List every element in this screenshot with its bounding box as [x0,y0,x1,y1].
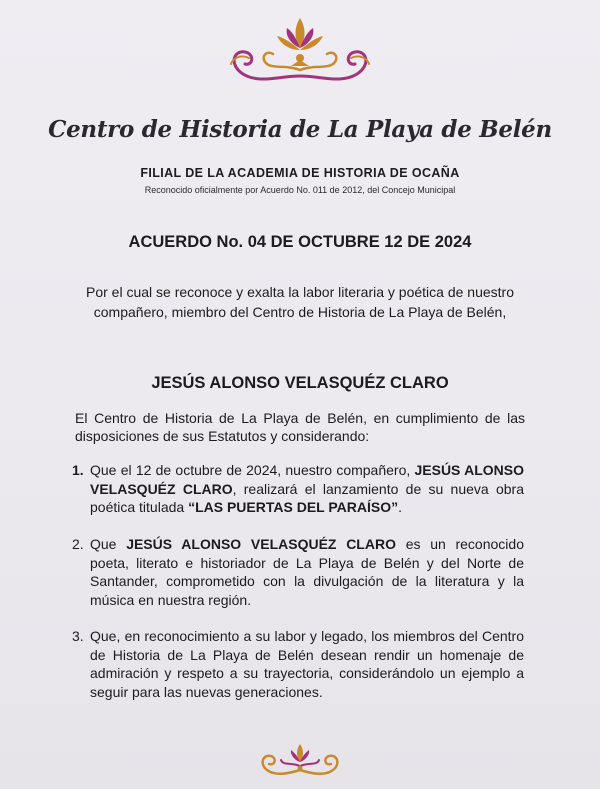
organization-subtitle: FILIAL DE LA ACADEMIA DE HISTORIA DE OCAÑA [140,166,460,180]
honoree-name-inline: JESÚS ALONSO VELASQUÉZ CLARO [90,462,524,497]
consideration-number: 2. [72,536,84,552]
intro-paragraph: El Centro de Historia de La Playa de Belén, en cumplimiento de las disposiciones de sus Estatutos y considerando: [75,410,525,444]
agreement-title: ACUERDO No. 04 DE OCTUBRE 12 DE 2024 [128,233,472,251]
flourish-ornament-bottom-icon [253,740,347,780]
consideration-item: 1. Que el 12 de octubre de 2024, nuestro compañero, JESÚS ALONSO VELASQUÉZ CLARO, realizará el lanzamiento de su nueva obra poética titulada “LAS PUERTAS DEL PARAÍSO”. [72,462,524,515]
consideration-number: 3. [72,628,84,644]
consideration-number: 1. [72,462,84,478]
preamble-line: Por el cual se reconoce y exalta la labor literaria y poética de nuestro [85,284,514,300]
preamble-line: compañero, miembro del Centro de Historia de La Playa de Belén, [93,304,507,320]
consideration-item: 3. Que, en reconocimiento a su labor y legado, los miembros del Centro de Historia de La Playa de Belén desean rendir un homenaje de admiración y respeto a su trayectoria, considerándolo un ejemplo a seguir para las nuevas generaciones. [72,628,524,700]
organization-title: Centro de Historia de La Playa de Belén [48,116,552,143]
consideration-item: 2. Que JESÚS ALONSO VELASQUÉZ CLARO es un reconocido poeta, literato e historiador de La Playa de Belén y del Norte de Santander, comprometido con la divulgación de la literatura y la música en nuestra región. [72,536,524,608]
preamble [60,282,540,322]
flourish-ornament-top-icon [219,14,381,84]
honoree-name-heading: JESÚS ALONSO VELASQUÉZ CLARO [151,374,449,392]
official-recognition-note: Reconocido oficialmente por Acuerdo No. 011 de 2012, del Concejo Municipal [144,185,456,195]
work-title: “LAS PUERTAS DEL PARAÍSO” [188,499,399,515]
honoree-name-inline: JESÚS ALONSO VELASQUÉZ CLARO [126,536,396,552]
